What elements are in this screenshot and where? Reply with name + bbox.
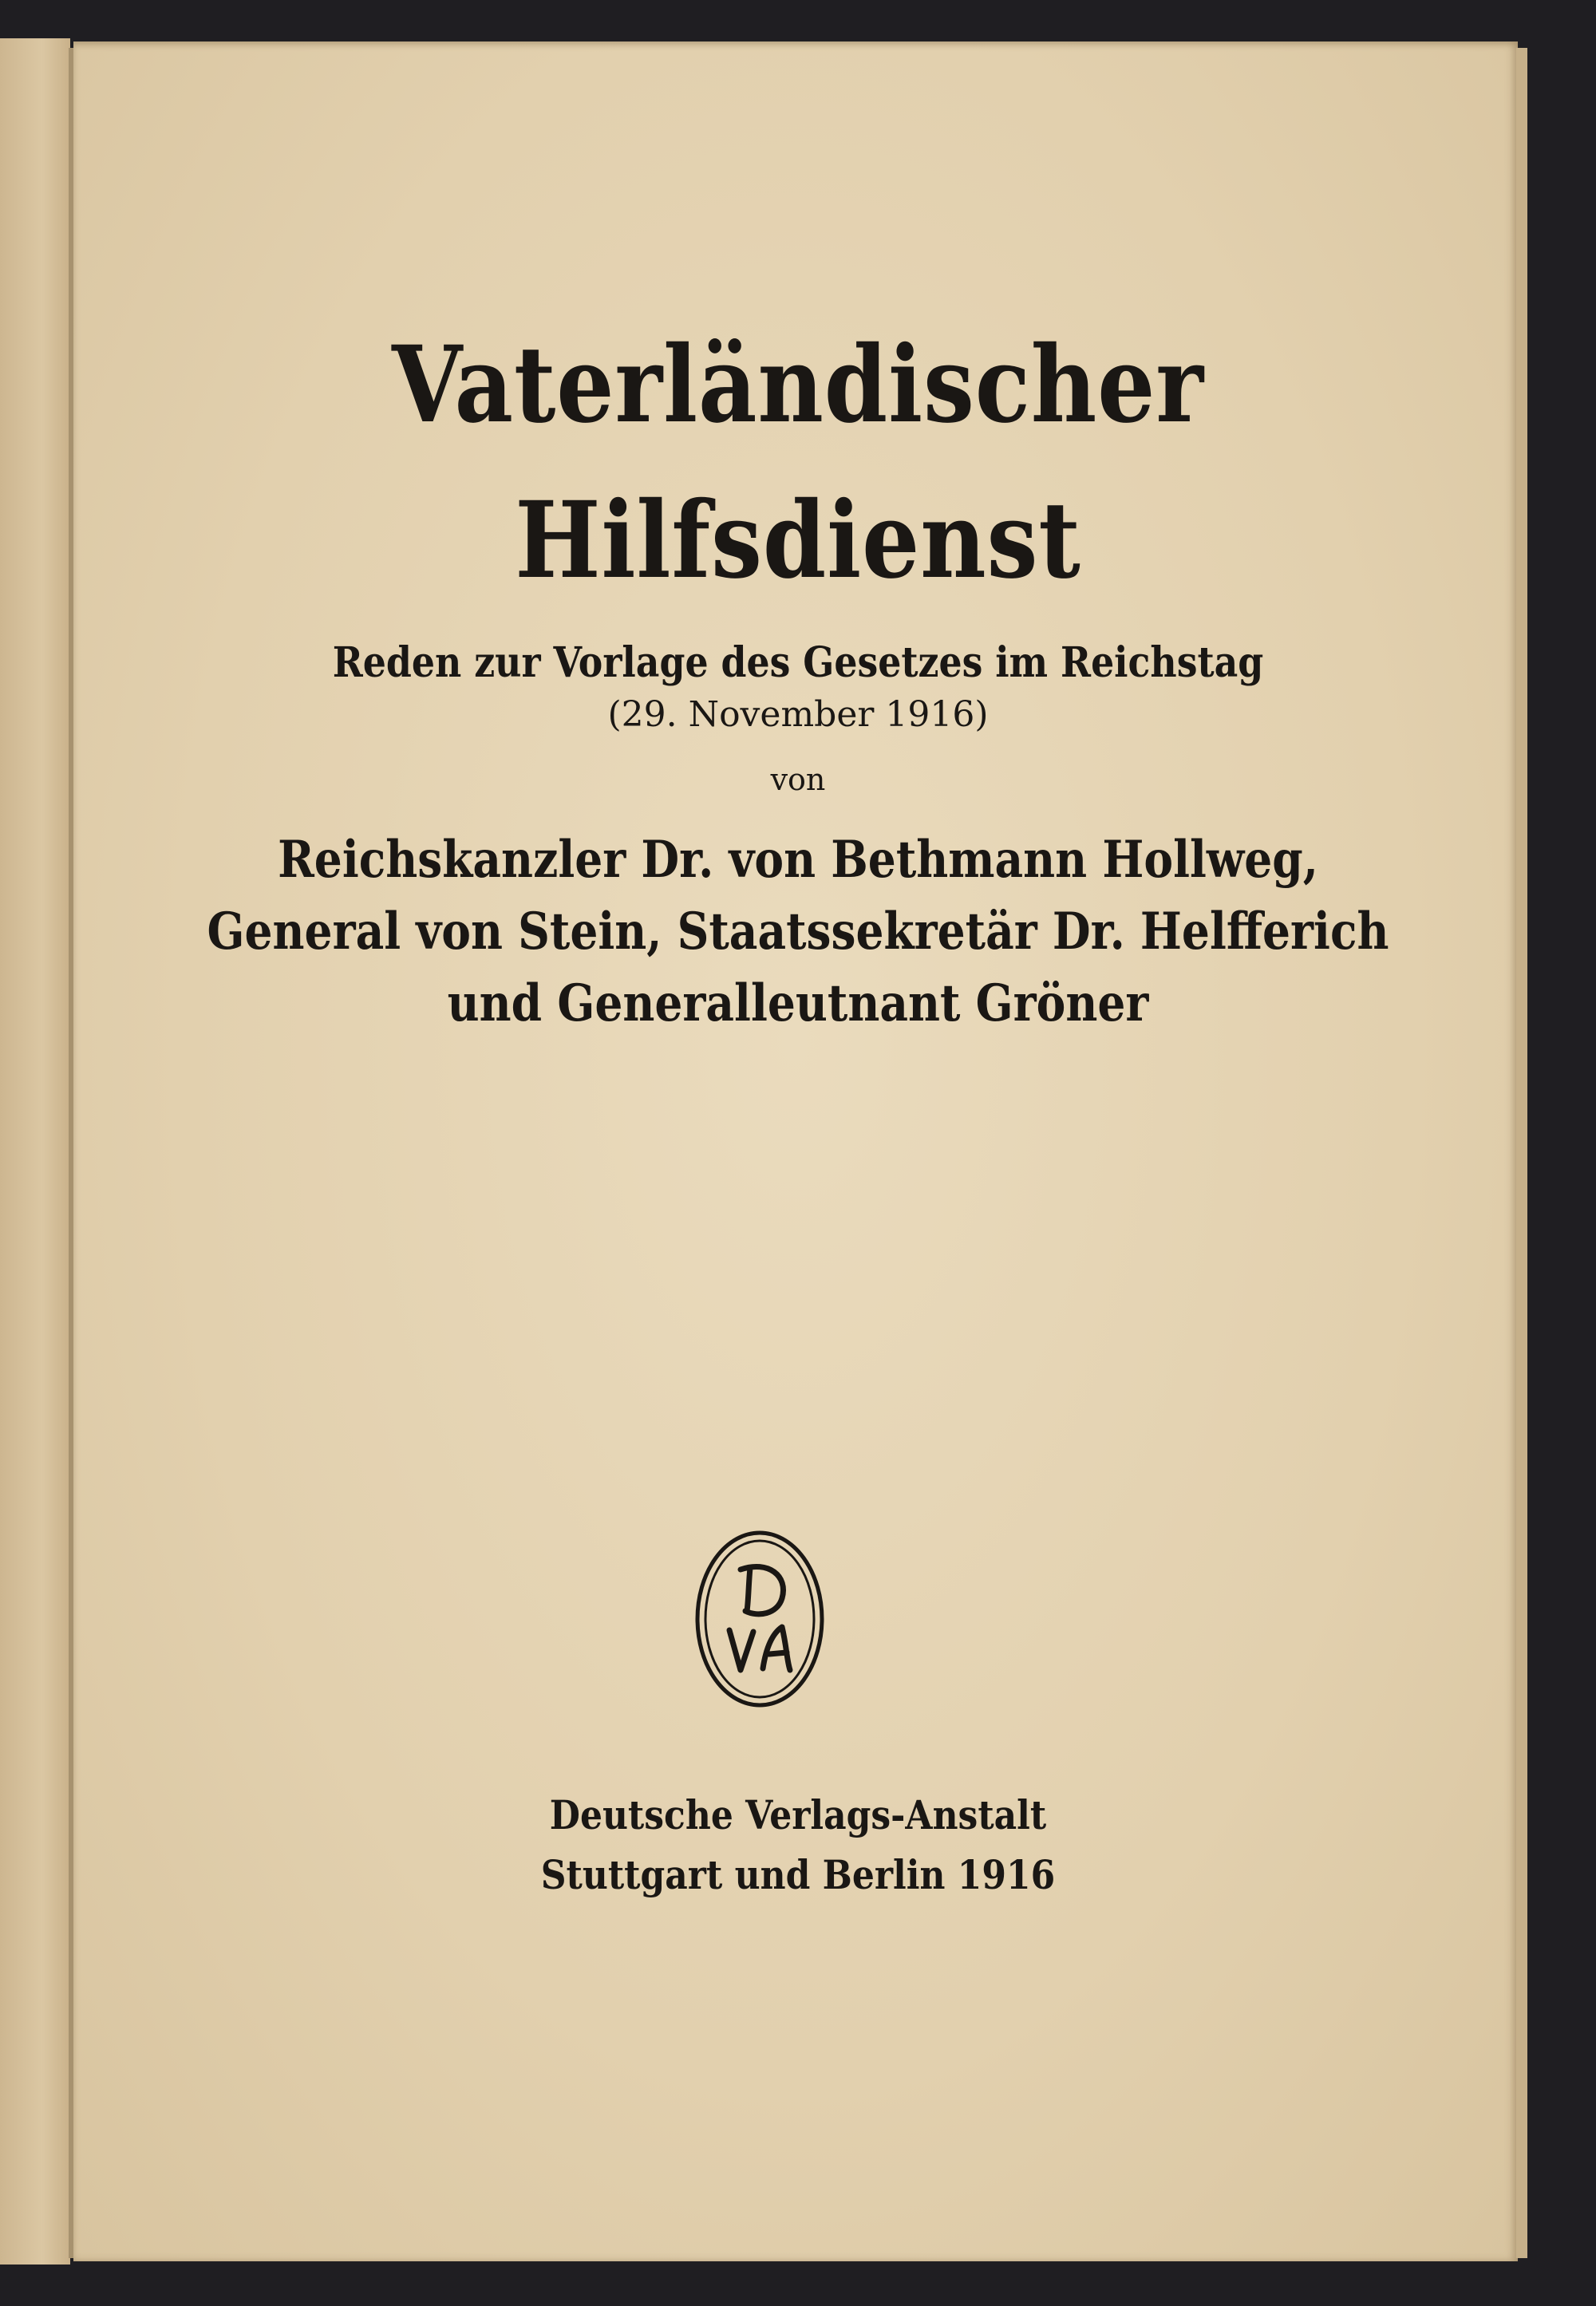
page-edge <box>1516 48 1527 2258</box>
authors-line-2: General von Stein, Staatssekretär Dr. Helfferich <box>207 902 1389 961</box>
publisher-place-year: Stuttgart und Berlin 1916 <box>540 1851 1056 1898</box>
authors-line-3: und Generalleutnant Gröner <box>447 973 1149 1033</box>
authors-line-1: Reichskanzler Dr. von Bethmann Hollweg, <box>278 830 1318 890</box>
title-line-1: Vaterländischer <box>392 323 1204 447</box>
title-line-2: Hilfsdienst <box>515 479 1081 602</box>
previous-page-edge <box>0 38 70 2265</box>
date-line: (29. November 1916) <box>607 694 989 735</box>
subtitle: Reden zur Vorlage des Gesetzes im Reichstag <box>332 638 1264 687</box>
publisher-name: Deutsche Verlags-Anstalt <box>549 1791 1047 1838</box>
publisher-seal-icon <box>693 1528 827 1710</box>
preposition: von <box>770 762 826 797</box>
